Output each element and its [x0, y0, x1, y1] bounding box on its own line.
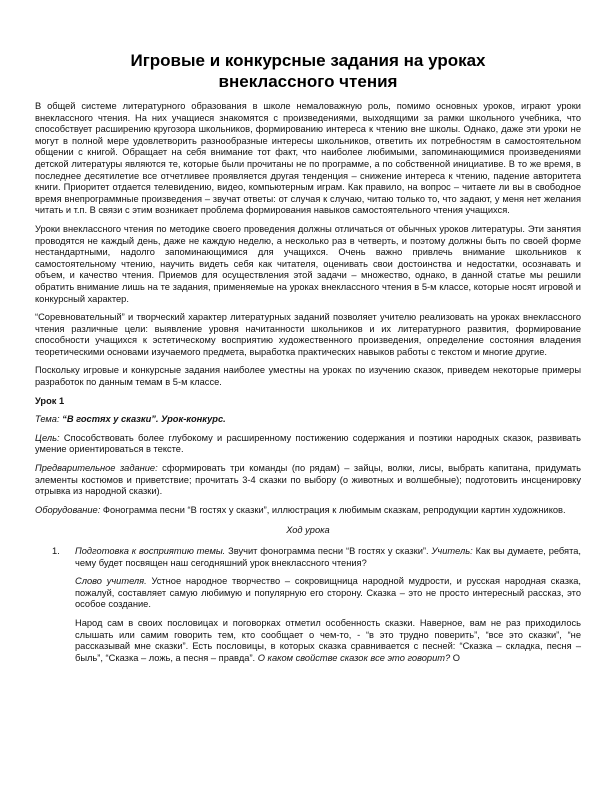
teacher-label: Учитель:	[431, 546, 473, 556]
lesson-steps	[35, 546, 581, 569]
lesson-goal	[35, 433, 581, 456]
theme-text: “В гостях у сказки”. Урок-конкурс.	[62, 414, 226, 425]
people-tail: О	[450, 652, 460, 663]
document-title	[35, 50, 581, 92]
word-label: Слово учителя.	[75, 576, 147, 587]
paragraph-goals: “Соревновательный” и творческий характер литературных заданий позволяет учителю реализовать на уроках внеклассного чтения различные цели: выявление уровня начитанности школьников и их литературного развития, формирование способности учащихся к эстетическому восприятию художественного произведения, определение состояния владения теоретическими основами изучаемого предмета, выработка практических навыков работы с текстом и многие другие.	[35, 312, 581, 357]
step-text: Звучит фонограмма песни “В гостях у сказки”.	[225, 546, 429, 556]
paragraph-methods: Уроки внеклассного чтения по методике своего проведения должны отличаться от обычных уроков литературы. Эти занятия проводятся не каждый день, даже не каждую неделю, а несколько раз в четверть, и поэтому должны быть по своей форме нестандартными, надолго запоминающимися для учащихся. Очень важно привлечь внимание школьников к самостоятельному чтению, научить видеть себя как читателя, оценивать свои достоинства и недостатки, осознавать и объем, и качество чтения. Приемов для осуществления этой задачи – множество, однако, в данной статье мы решили обратить внимание лишь на те задания, применяемые на уроках внеклассного чтения в 5-м классе, которые носят игровой и конкурсный характер.	[35, 223, 581, 304]
step-number: 1.	[52, 546, 60, 556]
prep-text: сформировать три команды (по рядам) – зайцы, волки, лисы, выбрать капитана, придумать элементы костюмов и приветствие; прочитать 3-4 сказки по выбору (о животных и волшебные); подготовить инсценировку отрывка из народной сказки).	[35, 463, 581, 497]
people-question: О каком свойстве сказок все это говорит?	[255, 652, 451, 663]
teacher-word	[35, 576, 581, 611]
paragraph-intro: В общей системе литературного образования в школе немаловажную роль, помимо основных уроков, играют уроки внеклассного чтения. На них учащиеся знакомятся с произведениями, выходящими за рамки школьного учебника, что способствует расширению кругозора школьников, формированию интереса к чтению вне школы. Однако, даже эти уроки не могут в полной мере удовлетворить разнообразные интересы школьников, ответить их потребностям в самостоятельном общении с книгой. Обращает на себя внимание тот факт, что наиболее любимыми, запоминающимися произведениями детской литературы являются те, которые были прочитаны не по программе, а по собственной инициативе. В то же время, в последнее десятилетие все отчетливее проявляется другая тенденция – снижение интереса к чтению, падение авторитета книги. Приоритет отдается телевидению, видео, компьютерным играм. Как правило, на вопрос – читаете ли вы в свободное время внепрограммные произведения – звучат ответы: от случая к случаю, читаю только то, что задают, у меня нет желания читать и т.п. В связи с этим возникает проблема формирования навыков самостоятельного чтения учащихся.	[35, 101, 581, 216]
equip-text: Фонограмма песни “В гостях у сказки”, иллюстрация к любимым сказкам, репродукции картин художников.	[102, 504, 566, 515]
step-1	[52, 546, 581, 569]
lesson-equipment	[35, 505, 581, 517]
paragraph-examples: Поскольку игровые и конкурсные задания наиболее уместны на уроках по изучению сказок, приведем некоторые примеры разработок по данным темам в 5-м классе.	[35, 365, 581, 388]
document-page	[35, 0, 581, 671]
document-body	[35, 101, 581, 664]
goal-text: Способствовать более глубокому и расширенному постижению содержания и поэтики народных сказок, развивать умение ориентироваться в тексте.	[35, 432, 581, 455]
goal-label: Цель:	[35, 432, 60, 443]
lesson-theme	[35, 414, 581, 426]
lesson-heading: Урок 1	[35, 395, 65, 406]
title-line-1: Игровые и конкурсные задания на уроках	[130, 51, 486, 70]
teacher-question: Как вы думаете, ребята, чему будет посвящен наш сегодняшний урок внеклассного чтения?	[75, 546, 581, 568]
theme-label: Тема:	[35, 414, 60, 425]
lesson-prep	[35, 463, 581, 498]
step-label: Подготовка к восприятию темы.	[75, 546, 226, 556]
list-item	[35, 546, 581, 569]
title-line-2: внеклассного чтения	[218, 72, 398, 91]
prep-label: Предварительное задание:	[35, 463, 158, 474]
equip-label: Оборудование:	[35, 504, 101, 515]
people-paragraph	[35, 618, 581, 664]
word-text: Устное народное творчество – сокровищница народной мудрости, и русская народная сказка, пожалуй, составляет самую любимую и популярную его сторону. Сказка – это не просто интересный рассказ, это особое создание.	[75, 576, 581, 610]
lesson-course: Ход урока	[286, 525, 330, 536]
people-text: Народ сам в своих пословицах и поговорках отметил особенность сказки. Наверное, вам не раз приходилось слышать или самим говорить тем, кто сообщает о чем-то, - “в это трудно поверить”, “все это сказки”, “не рассказывай мне сказки”. Есть пословицы, в которых сказка сравнивается с песней: “Сказка – складка, песня – быль”, “Сказка – ложь, а песня – правда”.	[75, 617, 581, 663]
